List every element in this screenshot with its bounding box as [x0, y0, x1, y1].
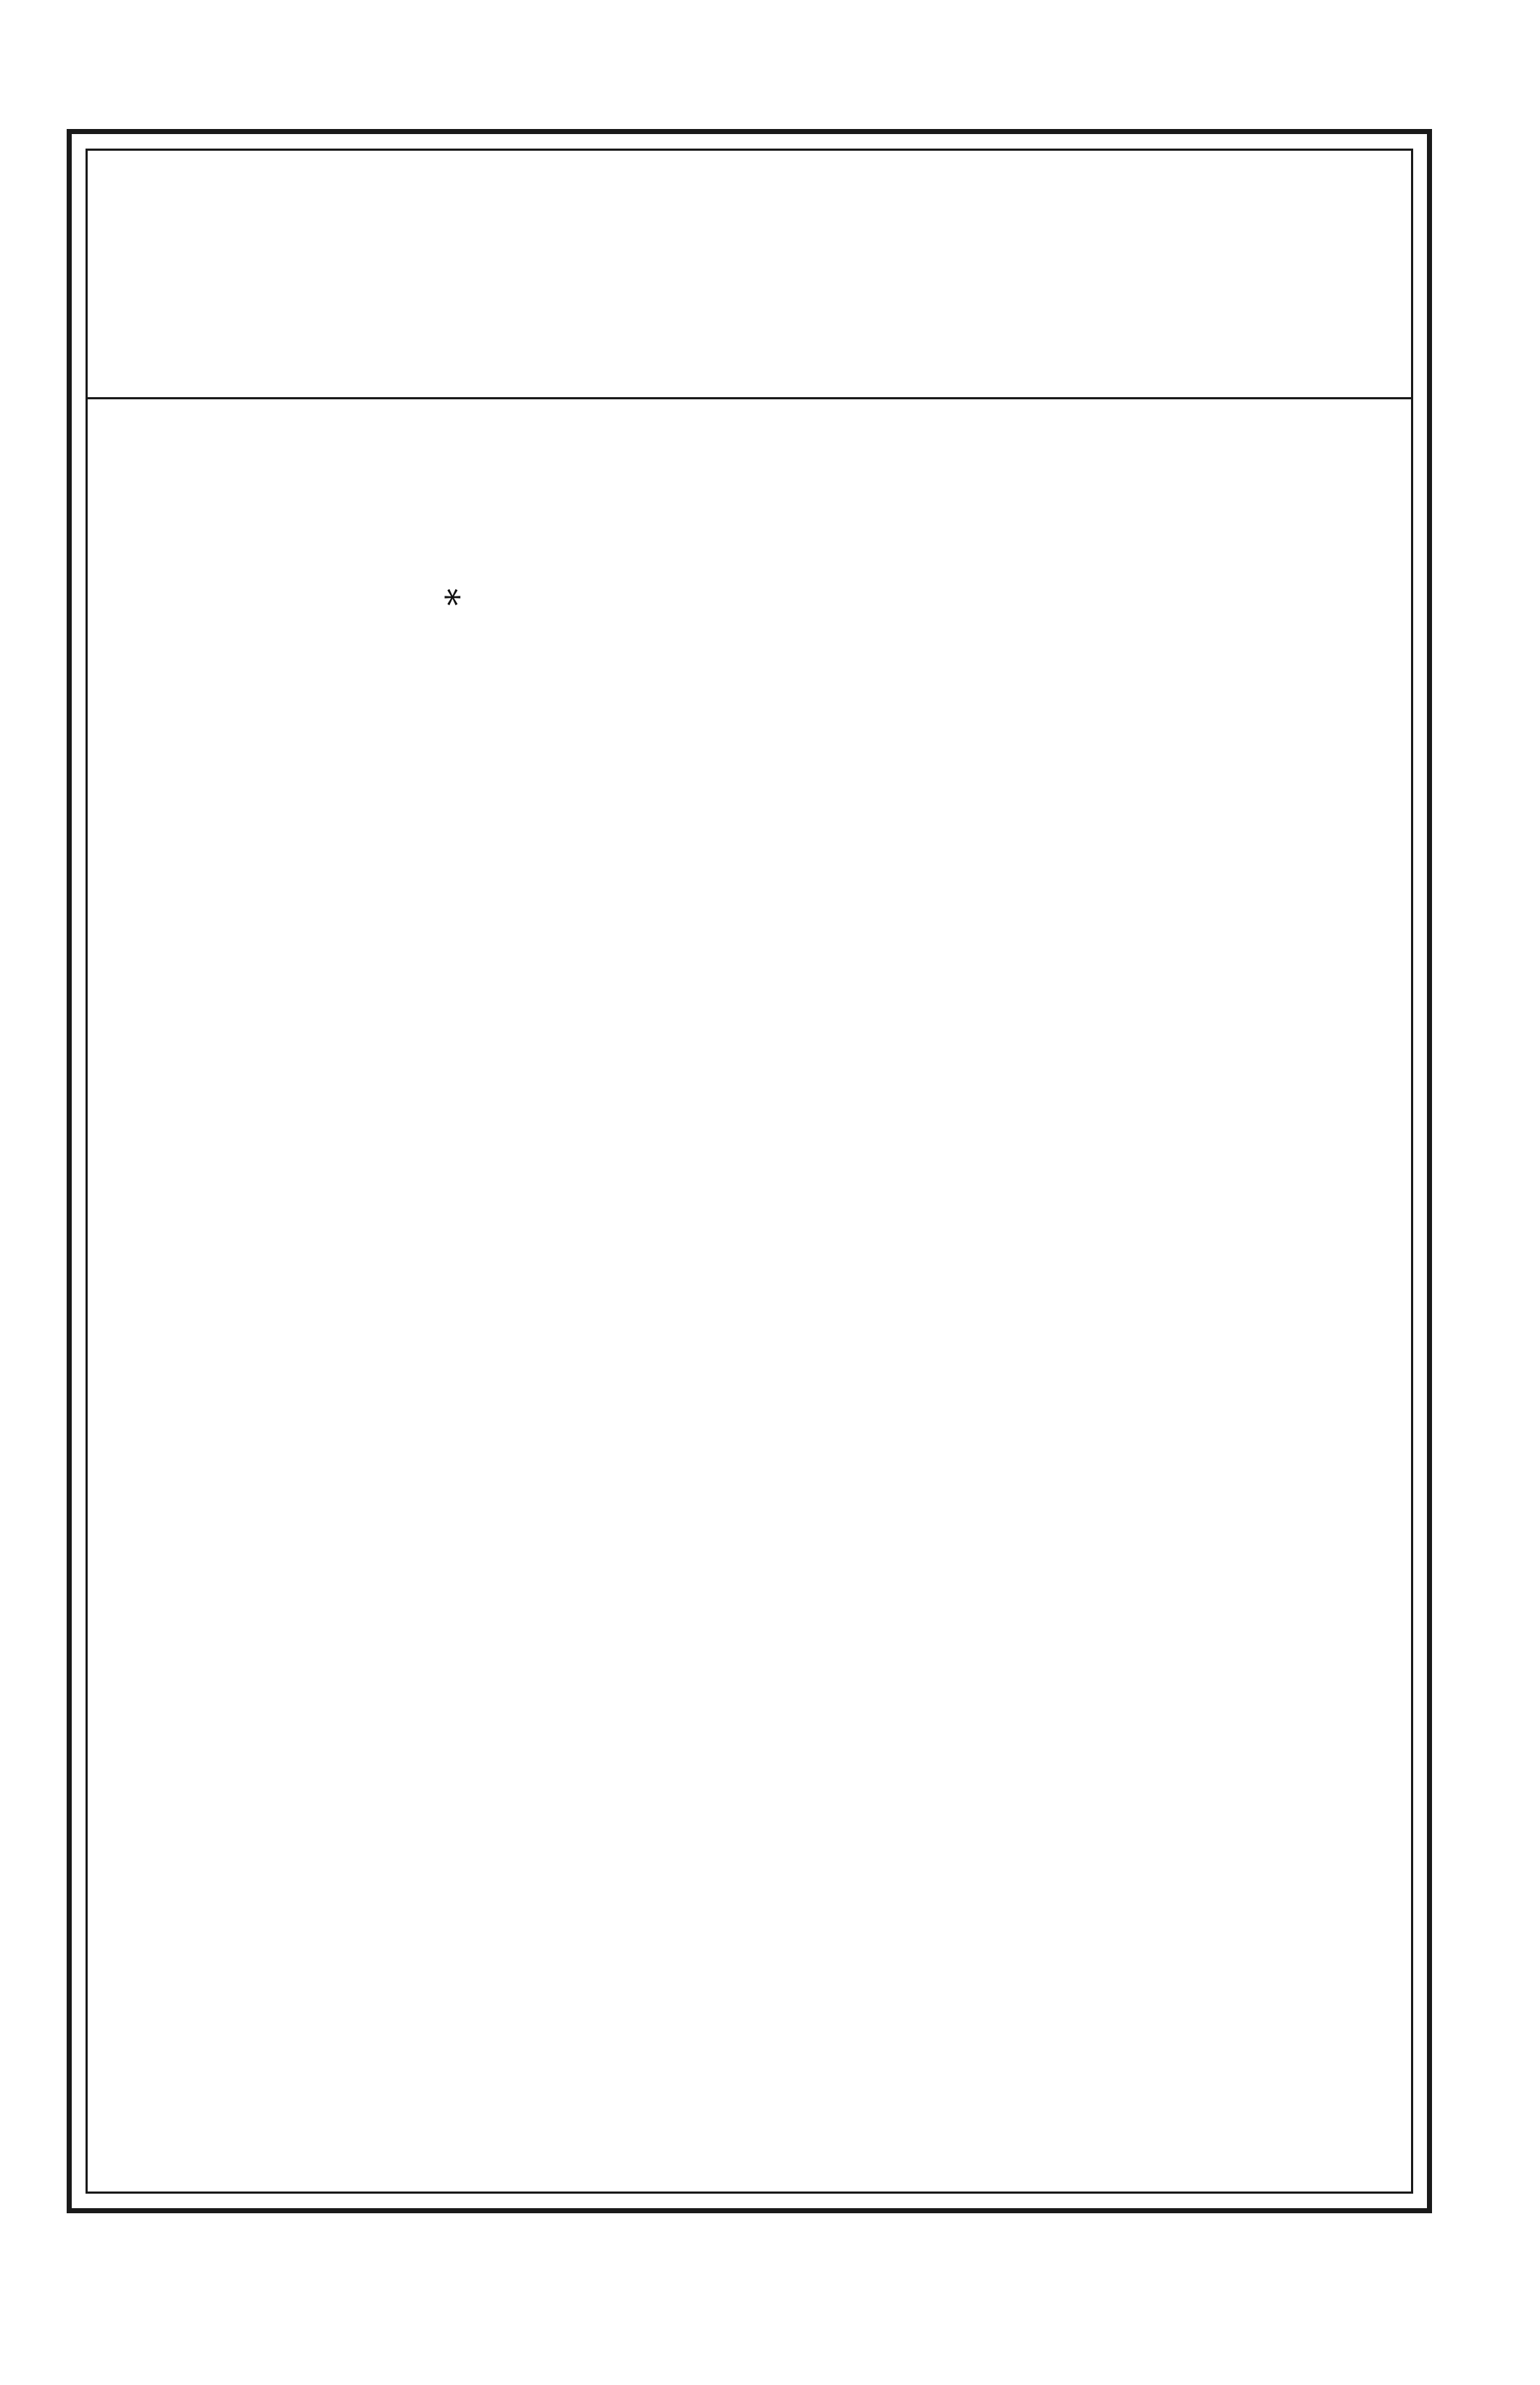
header-divider [86, 397, 1413, 399]
asterisk-mark: * [426, 588, 467, 606]
page-frame-inner [86, 149, 1413, 2194]
